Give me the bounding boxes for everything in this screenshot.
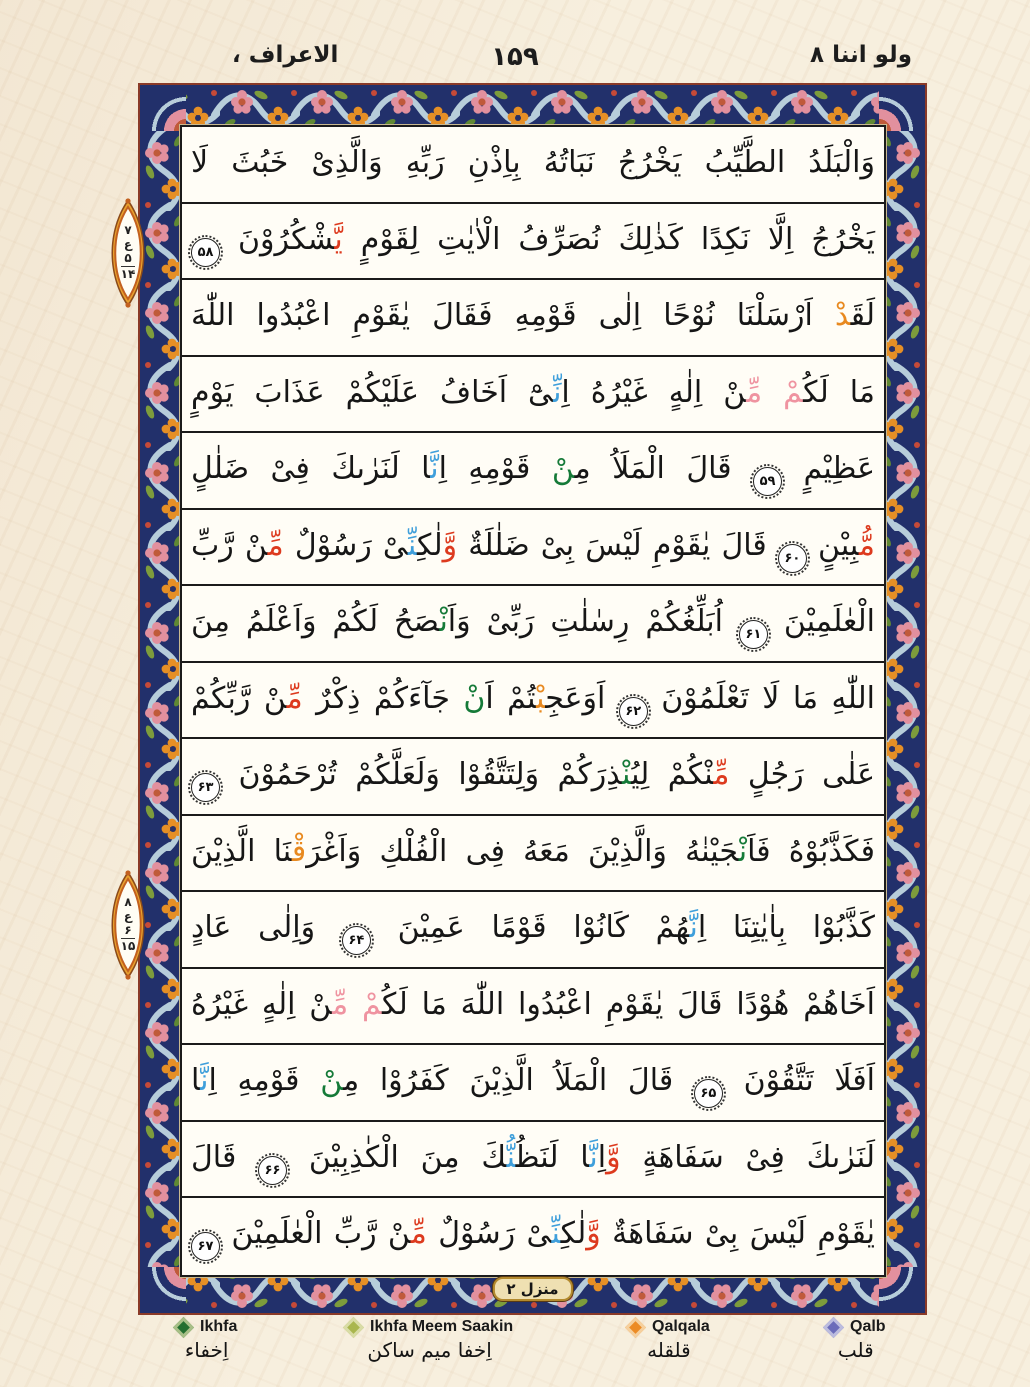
legend-diamond-icon — [625, 1316, 646, 1337]
quran-text-segment: نَّ — [689, 910, 698, 945]
quran-text-segment: قَالَ الْمَلَاُ الَّذِيْنَ كَفَرُوْا مِ — [343, 1063, 694, 1098]
verse-number-marker: ۶۳ — [191, 773, 220, 802]
verse-number-marker: ۶۵ — [694, 1079, 723, 1108]
quran-text-segment: نْ رَّبِّكُمْ — [191, 680, 287, 716]
quran-text-segment: قَالَ يٰقَوْمِ لَيْسَ بِىْ ضَلٰلَةٌ — [457, 527, 778, 563]
quran-text-segment: هُمْ كَانُوْا قَوْمًا عَمِيْنَ — [370, 910, 690, 945]
quran-text-segment: قَوْمِهِ اِ — [208, 1063, 321, 1098]
quran-text-segment: مِّ — [286, 680, 303, 716]
quran-text-segment: ىْ رَسُوْلٌ — [283, 527, 408, 563]
quran-text-segment: بْ — [536, 680, 546, 716]
quran-text-segment: وَّ — [606, 1139, 621, 1175]
page-number: ۱۵۹ — [491, 42, 539, 72]
quran-text-segment: مُّ — [858, 527, 875, 563]
quran-text-block — [180, 125, 886, 1277]
manzil-cartouche: منزل ۲ — [492, 1277, 572, 1301]
quran-text-segment: نَّ — [430, 451, 439, 486]
verse-number-marker: ۶۶ — [258, 1156, 287, 1185]
verse-number-marker: ۵۹ — [753, 467, 782, 496]
quran-line — [182, 204, 884, 281]
quran-text-segment: نْ — [622, 757, 632, 792]
quran-text-segment: ذِرَكُمْ وَلِتَتَّقُوْا وَلَعَلَّكُمْ تُرْحَمُوْنَ — [220, 757, 623, 792]
quran-line — [182, 969, 884, 1046]
quran-text-segment: ىْ رَسُوْلٌ — [426, 1216, 552, 1251]
quran-text-segment: اَفَلَا تَتَّقُوْنَ — [722, 1063, 875, 1098]
quran-text-segment: اَخَاهُمْ هُوْدًا قَالَ يٰقَوْمِ اعْبُدُوا اللّٰهَ مَا لَكُ — [382, 986, 875, 1022]
quran-line — [182, 127, 884, 204]
verse-number-marker: ۶۷ — [191, 1232, 220, 1261]
quran-text-segment: شْكُرُوْنَ — [220, 221, 335, 257]
quran-text-segment: يَّ — [334, 221, 343, 257]
quran-text-segment: اَرْسَلْنَا نُوْحًا اِلٰى قَوْمِهِ فَقَالَ يٰقَوْمِ اعْبُدُوا اللّٰهَ — [191, 298, 835, 333]
verse-number-marker: ۶۲ — [619, 697, 648, 726]
quran-text-segment: نْ — [463, 680, 486, 716]
surah-name-label: الاعراف ، — [232, 42, 339, 68]
quran-text-segment: مِّ — [410, 1216, 427, 1251]
legend-label-ar: قلقله — [647, 1338, 691, 1362]
quran-text-segment: الْعٰلَمِيْنَ — [767, 604, 875, 639]
legend-diamond-icon — [173, 1316, 194, 1337]
quran-line — [182, 586, 884, 663]
ruku-marker-text: ۸ ع ۶ ۱۵ — [120, 894, 136, 954]
legend-diamond-icon — [823, 1316, 844, 1337]
legend-label-ar: قلب — [837, 1338, 874, 1362]
quran-text-segment: نِّ — [553, 374, 562, 410]
quran-text-segment: لَقَ — [850, 298, 875, 333]
ruku-marker-medallion — [94, 198, 162, 308]
quran-text-segment: جَآءَكُمْ ذِكْرٌ — [302, 680, 464, 716]
quran-line — [182, 739, 884, 816]
quran-text-segment: عَلٰى رَجُلٍ — [729, 757, 875, 792]
quran-line — [182, 510, 884, 587]
quran-text-segment: فَكَذَّبُوْهُ فَاَ — [747, 833, 875, 869]
quran-text-segment: دْ — [834, 298, 851, 333]
quran-text-segment: نِّ — [407, 527, 417, 563]
legend-label-ar: اِخفاء — [184, 1338, 229, 1362]
quran-text-segment: اُبَلِّغُكُمْ رِسٰلٰتِ رَبِّىْ وَاَ — [447, 604, 739, 639]
quran-text-segment: وَالْبَلَدُ الطَّيِّبُ يَخْرُجُ نَبَاتُهُ بِاِذْنِ رَبِّهِ وَالَّذِىْ خَبُثَ لَا — [191, 145, 875, 180]
quran-line — [182, 280, 884, 357]
quran-text-segment: عَظِيْمٍ — [782, 451, 875, 486]
quran-text-segment: مِّ — [713, 757, 730, 792]
quran-text-segment: ىْٓ اَخَافُ عَلَيْكُمْ عَذَابَ يَوْمٍ — [191, 374, 554, 410]
verse-number-marker: ۶۴ — [342, 926, 371, 955]
verse-number-marker: ۶۱ — [739, 620, 768, 649]
quran-text-segment: كَ مِنَ الْكٰذِبِيْنَ — [287, 1139, 507, 1175]
quran-text-segment: اللّٰهِ مَا لَا تَعْلَمُوْنَ — [647, 680, 876, 716]
quran-text-segment: وَّ — [586, 1216, 601, 1251]
quran-text-segment: لَنَرٰىكَ فِىْ سَفَاهَةٍ — [620, 1139, 875, 1175]
verse-number-marker: ۶۰ — [778, 544, 807, 573]
quran-text-segment: نْ رَّبِّ — [191, 527, 268, 563]
quran-text-segment: مْ مِّ — [746, 374, 804, 410]
quran-text-segment: وَاِلٰى عَادٍ — [191, 910, 342, 945]
quran-text-segment: نْ — [738, 833, 748, 869]
quran-line — [182, 1122, 884, 1199]
quran-text-segment: نُّ — [506, 1139, 516, 1175]
quran-text-segment: نْ — [439, 604, 448, 639]
quran-text-segment: مِّ — [267, 527, 284, 563]
quran-text-segment: نْ اِلٰهٍ غَيْرُهُ — [191, 986, 333, 1022]
quran-line — [182, 892, 884, 969]
quran-text-segment: تُمْ اَ — [485, 680, 537, 716]
legend-label-en: Ikhfa — [200, 1318, 238, 1335]
quran-text-segment: ا لَنَظُ — [515, 1139, 590, 1175]
quran-text-segment: نَّ — [589, 1139, 598, 1175]
quran-line — [182, 357, 884, 434]
quran-text-segment: قَالَ الْمَلَاُ مِ — [574, 451, 754, 486]
quran-text-segment: بِيْنٍ — [806, 527, 859, 563]
quran-text-segment: نْ — [320, 1063, 344, 1098]
ruku-marker-text: ۷ ع ۵ ۱۴ — [120, 222, 136, 282]
quran-text-segment: مَا لَكُ — [803, 374, 875, 410]
quran-text-segment: قْ — [291, 833, 307, 869]
quran-text-segment: نْ — [551, 451, 575, 486]
quran-text-segment: نَا الَّذِيْنَ — [191, 833, 292, 869]
quran-text-segment: قَالَ — [191, 1139, 259, 1175]
ruku-marker-medallion — [94, 870, 162, 980]
quran-text-segment: اِ — [597, 1139, 607, 1175]
verse-number-marker: ۵۸ — [191, 238, 220, 267]
quran-line — [182, 663, 884, 740]
quran-line — [182, 433, 884, 510]
quran-text-segment: يٰقَوْمِ لَيْسَ بِىْ سَفَاهَةٌ — [600, 1216, 875, 1251]
legend-item-qalb — [826, 1318, 886, 1362]
quran-text-segment: كَذَّبُوْا بِاٰيٰتِنَا اِ — [697, 910, 875, 945]
quran-text-segment: نَّ — [200, 1063, 209, 1098]
legend-item-qalqala — [628, 1318, 710, 1362]
quran-text-segment: مْ مِّ — [332, 986, 383, 1022]
quran-text-segment: نِّ — [551, 1216, 561, 1251]
quran-text-segment: نْ اِلٰهٍ غَيْرُهُ اِ — [561, 374, 747, 410]
quran-line — [182, 816, 884, 893]
quran-text-segment: صَحُ لَكُمْ وَاَعْلَمُ مِنَ — [191, 604, 440, 639]
quran-text-segment: نْ رَّبِّ الْعٰلَمِيْنَ — [220, 1216, 411, 1251]
quran-text-segment: لٰكِ — [560, 1216, 587, 1251]
legend-item-ikhfa — [176, 1318, 237, 1362]
legend-label-en: Qalb — [850, 1318, 886, 1335]
legend-label-ar: اِخفا میم ساکن — [367, 1338, 492, 1362]
legend-label-en: Ikhfa Meem Saakin — [370, 1318, 514, 1335]
juz-name-label: ولو اننا ۸ — [810, 42, 912, 68]
quran-text-segment: ا — [191, 1063, 201, 1098]
quran-text-segment: وَّ — [442, 527, 458, 563]
quran-text-segment: نْكُمْ لِيُ — [631, 757, 714, 792]
quran-text-segment: قَوْمِهِ اِ — [438, 451, 552, 486]
quran-text-segment: لٰكِ — [416, 527, 443, 563]
legend-label-en: Qalqala — [652, 1318, 710, 1335]
quran-line — [182, 1198, 884, 1275]
legend-item-ikhfa-meem-saakin — [346, 1318, 513, 1362]
quran-text-segment: ا لَنَرٰىكَ فِىْ ضَلٰلٍ — [191, 451, 431, 486]
quran-text-segment: اَوَعَجِ — [545, 680, 619, 716]
quran-text-segment: جَيْنٰهُ وَالَّذِيْنَ مَعَهُ فِى الْفُلْكِ وَاَغْرَ — [306, 833, 739, 869]
legend-diamond-icon — [343, 1316, 364, 1337]
quran-text-segment: يَخْرُجُ اِلَّا نَكِدًا كَذٰلِكَ نُصَرِّفُ الْاٰيٰتِ لِقَوْمٍ — [342, 221, 875, 257]
quran-line — [182, 1045, 884, 1122]
